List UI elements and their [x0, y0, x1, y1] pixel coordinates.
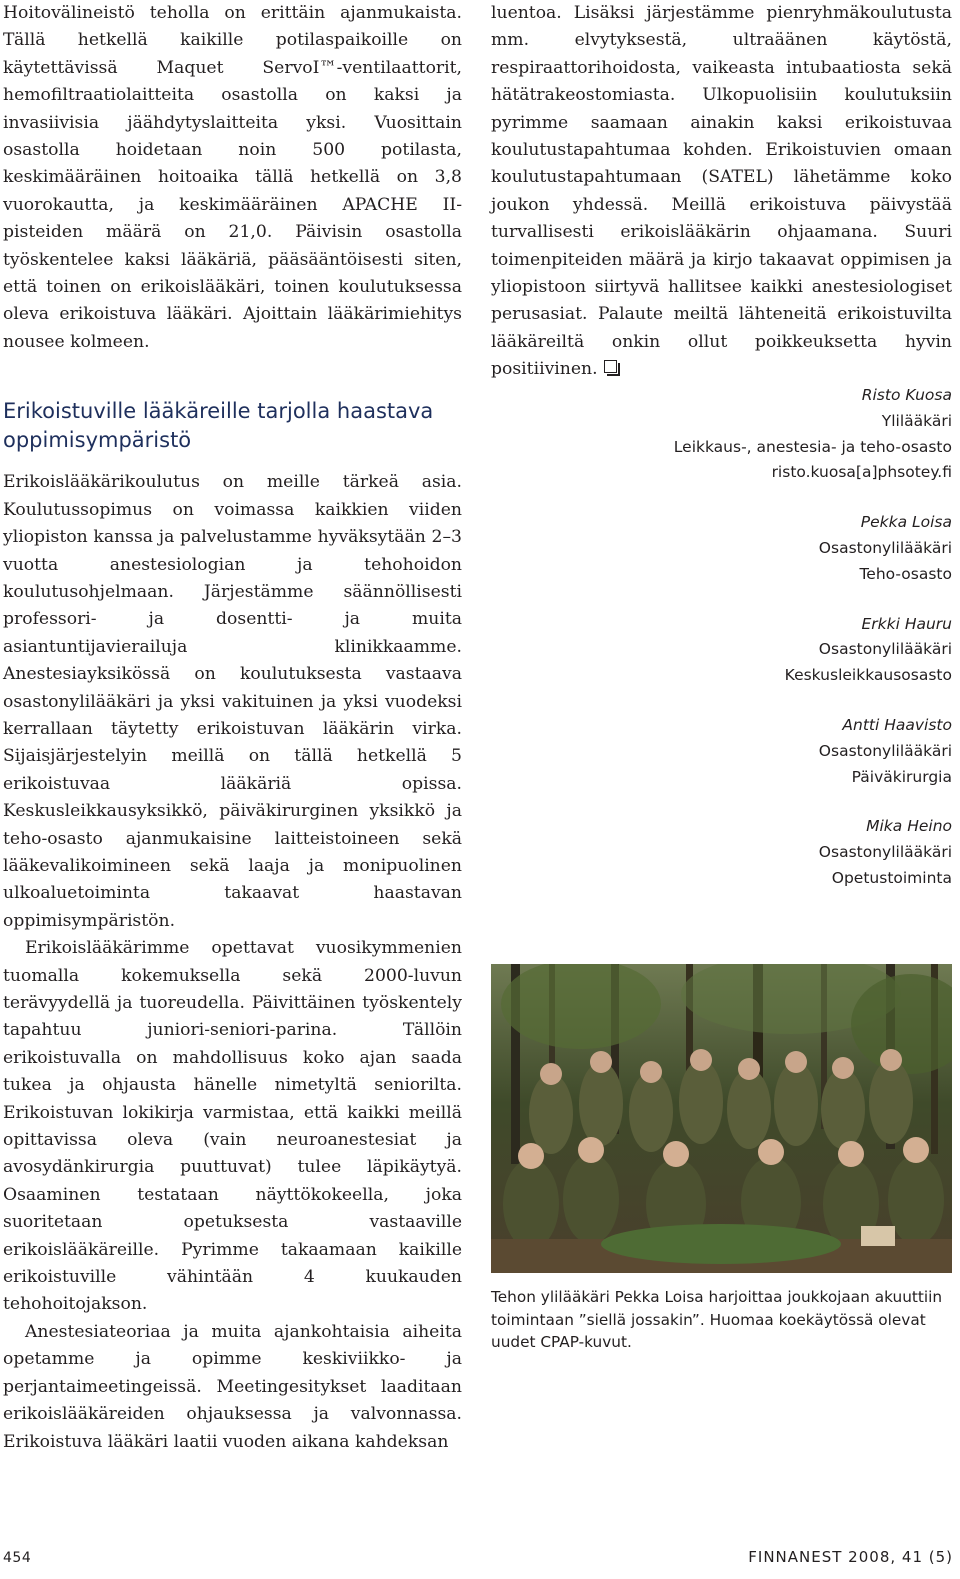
author-title: Osastonylilääkäri	[818, 538, 952, 557]
signature-block	[592, 510, 952, 587]
author-unit: Opetustoiminta	[831, 868, 952, 887]
author-signatures	[592, 383, 952, 916]
left-column	[3, 0, 462, 1456]
right-paragraph-text: luentoa. Lisäksi järjestämme pienryhmäkoulutusta mm. elvytyksestä, ultraäänen käytöstä, respiraattorihoidosta, vaikeasta intubaatiosta sekä hätätrakeostomiasta. Ulkopuolisiin koulutuksiin pyrimme saamaan ainakin kaksi erikoistuvaa koulutustapahtumaa kohden. Erikoistuvien omaan koulutustapahtumaan (SATEL) lähetämme koko joukon yhdessä. Meillä erikoistuva päivystää turvallisesti erikoislääkärin ohjaamana. Suuri toimenpiteiden määrä ja kirjo takaavat oppimisen ja yliopistoon siirtyvä hallitsee kaikki anestesiologiset perusasiat. Palaute meiltä lähteneitä erikoistuvilta lääkäreiltä onkin ollut poikkeuksetta hyvin positiivinen.	[491, 3, 952, 380]
right-column	[491, 0, 952, 384]
signature-block	[592, 383, 952, 486]
forest-group-photo-image	[491, 964, 952, 1273]
author-title: Osastonylilääkäri	[818, 640, 952, 659]
signature-block	[592, 612, 952, 689]
author-name: Antti Haavisto	[842, 715, 952, 734]
author-unit: Päiväkirurgia	[851, 767, 952, 786]
author-title: Ylilääkäri	[881, 411, 952, 430]
author-name: Pekka Loisa	[860, 513, 952, 532]
author-email: risto.kuosa[a]phsotey.fi	[771, 463, 952, 482]
section-heading: Erikoistuville lääkäreille tarjolla haastava oppimisympäristö	[3, 399, 434, 453]
page-number: 454	[3, 1550, 32, 1566]
end-mark-icon	[604, 360, 617, 373]
author-name: Erkki Hauru	[861, 614, 952, 633]
author-title: Osastonylilääkäri	[818, 843, 952, 862]
author-unit: Teho-osasto	[859, 564, 952, 583]
body-paragraph-3: Anestesiateoriaa ja muita ajankohtaisia aiheita opetamme ja opimme keskiviikko- ja perjantaimeetingeissä. Meetingesitykset laaditaan erikoislääkäreiden ohjauksessa ja valvonnassa. Erikoistuva lääkäri laatii vuoden aikana kahdeksan	[3, 1321, 462, 1452]
intro-paragraph: Hoitovälineistö teholla on erittäin ajanmukaista. Tällä hetkellä kaikille potilaspaikoille on käytettävissä Maquet ServoI™-ventilaattorit, hemofiltraatiolaitteita osastolla on kaksi ja invasiivisia jäähdytyslaitteita yksi. Vuosittain osastolla hoidetaan noin 500 potilasta, keskimääräinen hoitoaika tällä hetkellä on 3,8 vuorokautta, ja keskimääräinen APACHE II-pisteiden määrä on 21,0. Päivisin osastolla työskentelee kaksi lääkäriä, pääsääntöisesti siten, että toinen on erikoislääkäri, toinen koulutuksessa oleva erikoistuva lääkäri. Ajoittain lääkärimiehitys nousee kolmeen.	[3, 3, 462, 352]
signature-block	[592, 814, 952, 891]
author-title: Osastonylilääkäri	[818, 741, 952, 760]
author-unit: Keskusleikkausosasto	[784, 666, 952, 685]
right-paragraph	[491, 0, 952, 384]
signature-block	[592, 713, 952, 790]
body-paragraph-2: Erikoislääkärimme opettavat vuosikymmenien tuomalla kokemuksella sekä 2000-luvun terävyydellä ja tuoreudella. Päivittäinen työskentely tapahtuu juniori-seniori-parina. Tällöin erikoistuvalla on mahdollisuus koko ajan saada tukea ja ohjausta hänelle nimetyltä seniorilta. Erikoistuvan lokikirja varmistaa, että kaikki meillä opittavissa oleva (vain neuroanestesiat ja avosydänkirurgia puuttuvat) tulee läpikäytyä. Osaaminen testataan näyttökokeella, joka suoritetaan opetuksesta vastaaville erikoislääkäreille. Pyrimme takaamaan kaikille erikoistuville vähintään 4 kuukauden tehohoitojakson.	[3, 938, 462, 1315]
group-photo	[491, 964, 952, 1273]
author-name: Risto Kuosa	[861, 386, 952, 404]
author-name: Mika Heino	[866, 817, 952, 836]
publication-footer: FINNANEST 2008, 41 (5)	[748, 1548, 953, 1566]
photo-caption: Tehon ylilääkäri Pekka Loisa harjoittaa joukkojaan akuuttiin toimintaan ”siellä jossakin”. Huomaa koekäytössä olevat uudet CPAP-kuvut.	[491, 1288, 943, 1351]
body-paragraph-1: Erikoislääkärikoulutus on meille tärkeä asia. Koulutussopimus on voimassa kaikkien viiden yliopiston kanssa ja palvelustamme hyväksytään 2–3 vuotta anestesiologian ja tehohoidon koulutusohjelmaan. Järjestämme säännöllisesti professori- ja dosentti- ja muita asiantuntijavierailuja klinikkaamme. Anestesiayksikössä on koulutuksesta vastaava osastonylilääkäri ja yksi vakituinen ja yksi vuodeksi kerrallaan täytetty erikoistuvan lääkärin virka. Sijaisjärjestelyin meillä on tällä hetkellä 5 erikoistuvaa lääkäriä opissa. Keskusleikkausyksikkö, päiväkirurginen yksikkö ja teho-osasto ajanmukaisine laitteistoineen sekä lääkevalikoimineen sekä laaja ja monipuolinen ulkoaluetoiminta takaavat haastavan oppimisympäristön.	[3, 472, 462, 931]
author-unit: Leikkaus-, anestesia- ja teho-osasto	[673, 437, 952, 456]
